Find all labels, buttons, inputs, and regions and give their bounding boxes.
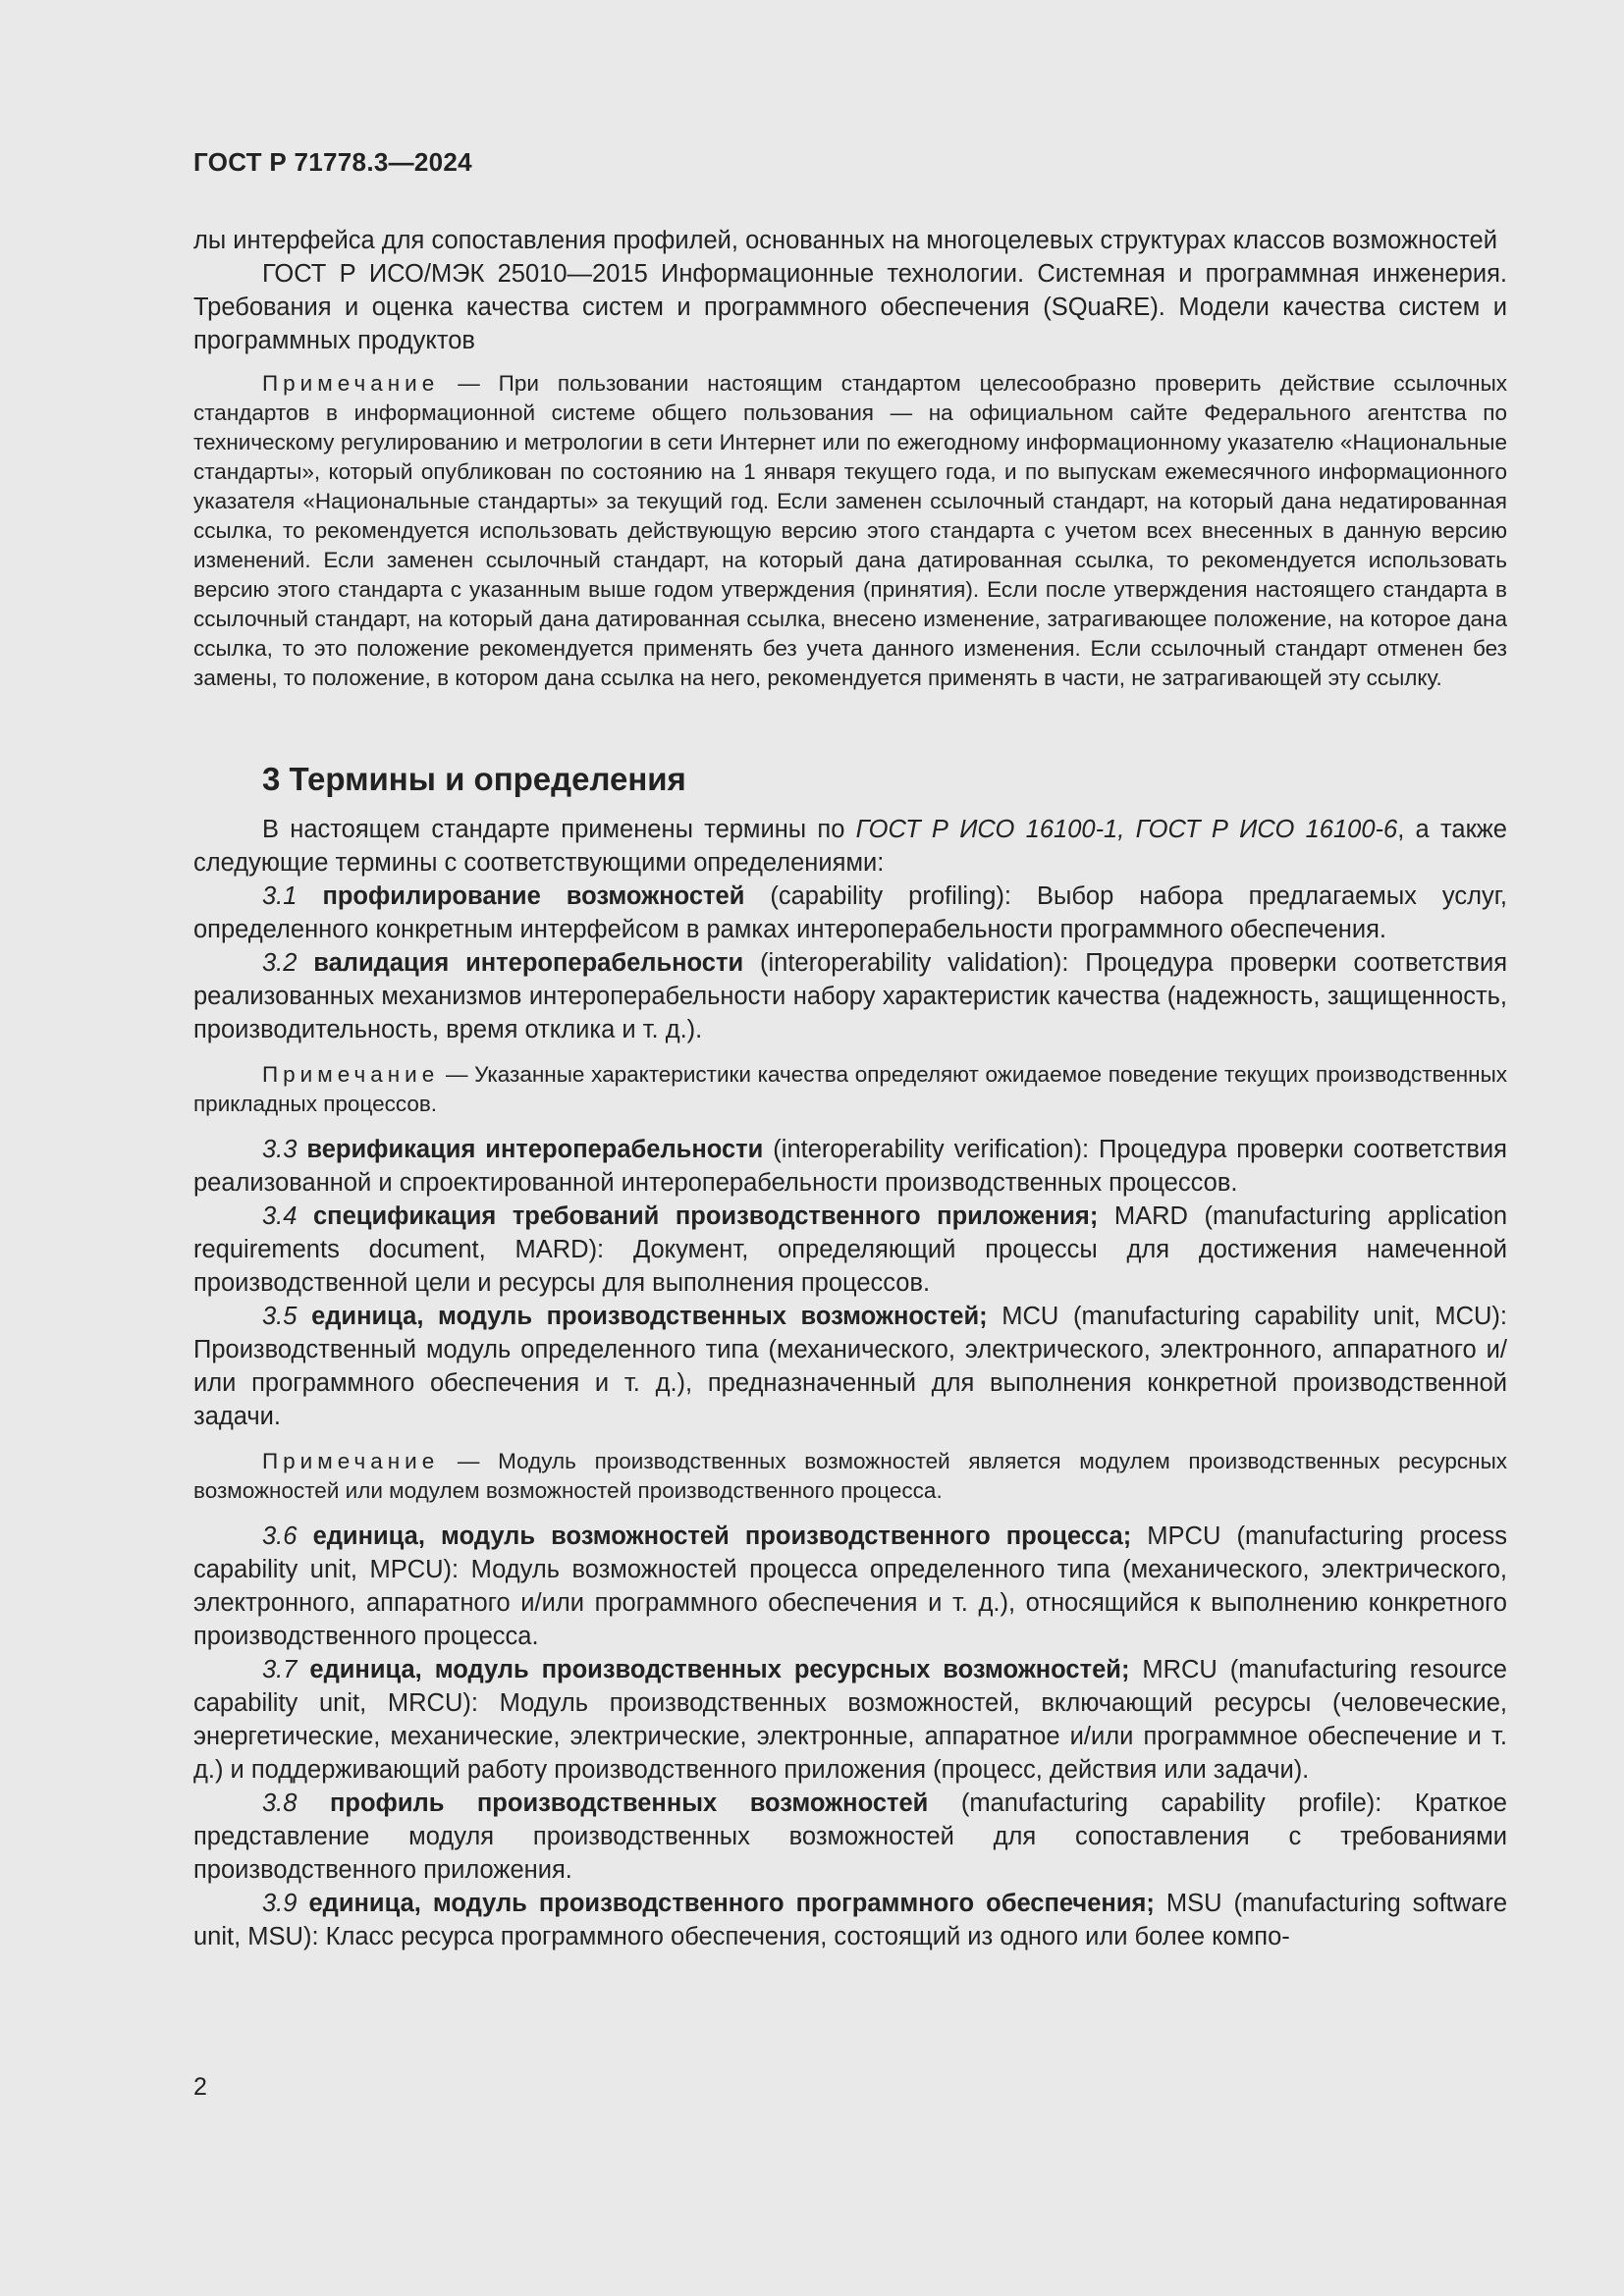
term-definition: (manufacturing capability profile): Краткое представление модуля производственных возможностей для сопоставления с требованиями производственного приложения. [193, 1789, 1507, 1884]
term-name: единица, модуль производственного программного обеспечения; [308, 1890, 1155, 1917]
section-title: 3 Термины и определения [262, 761, 686, 797]
term-definition: (interoperability validation): Процедура проверки соответствия реализованных механизмов интероперабельности набору характеристик качества (надежность, защищенность, производительность, время отклика и т. д.). [193, 949, 1508, 1043]
note-label: Примечание [262, 1062, 440, 1087]
term-name: профилирование возможностей [322, 882, 745, 910]
term-number: 3.5 [262, 1303, 298, 1330]
page-number: 2 [193, 2073, 207, 2101]
term-definition: MCU (manufacturing capability unit, MCU): Производственный модуль определенного типа (механического, электрического, электронного, аппаратного и/или программного обеспечения и т. д.), предназначенный для выполнения конкретной производственной задачи. [193, 1303, 1508, 1430]
note-mcu [193, 1447, 1507, 1506]
term-name: профиль производственных возможностей [329, 1789, 929, 1817]
term-definition: (interoperability verification): Процедура проверки соответствия реализованной и спроектированной интероперабельности производственных процессов. [193, 1136, 1507, 1197]
term-number: 3.4 [262, 1202, 298, 1230]
note-quality [193, 1060, 1507, 1119]
term-name: валидация интероперабельности [313, 949, 744, 977]
term-definition: MPCU (manufacturing process capability unit, MPCU): Модуль возможностей процесса определенного типа (механического, электрического, электронного, аппаратного и/или программного обеспечения и т. д.), относящийся к выполнению конкретного производственного процесса. [193, 1522, 1507, 1650]
reference-continuation: лы интерфейса для сопоставления профилей, основанных на многоцелевых структурах классов возможностей [193, 227, 1497, 254]
term-entry [193, 1300, 1507, 1433]
term-entry [193, 1200, 1507, 1300]
term-number: 3.6 [262, 1522, 298, 1550]
term-entry [193, 1887, 1507, 1953]
term-entry [193, 946, 1507, 1046]
term-name: единица, модуль возможностей производственного процесса; [312, 1522, 1132, 1550]
document-header: ГОСТ Р 71778.3—2024 [193, 147, 472, 177]
reference-iso25010: ГОСТ Р ИСО/МЭК 25010—2015 Информационные технологии. Системная и программная инженерия. Требования и оценка качества систем и программного обеспечения (SQuaRE). Модели качества систем и программных продуктов [193, 260, 1507, 354]
term-entry [193, 1653, 1507, 1787]
term-name: единица, модуль производственных возможностей; [311, 1303, 988, 1330]
term-definition: MRCU (manufacturing resource capability unit, MRCU): Модуль производственных возможностей, включающий ресурсы (человеческие, энергетические, механические, электрические, электронные, аппаратное и/или программное обеспечение и т. д.) и поддерживающий работу производственного приложения (процесс, действия или задачи). [193, 1656, 1507, 1784]
term-entry [193, 1520, 1507, 1653]
term-entry [193, 880, 1507, 946]
section-intro: В настоящем стандарте применены термины по ГОСТ Р ИСО 16100-1, ГОСТ Р ИСО 16100-6, а также следующие термины с соответствующими определениями: [193, 816, 1507, 877]
page-content [193, 224, 1507, 1953]
term-number: 3.3 [262, 1136, 298, 1163]
note-label: Примечание [262, 1449, 440, 1473]
note-text: — При пользовании настоящим стандартом целесообразно проверить действие ссылочных стандартов в информационной системе общего пользования — на официальном сайте Федерального агентства по техническому регулированию и метрологии в сети Интернет или по ежегодному информационному указателю «Национальные стандарты», который опубликован по состоянию на 1 января текущего года, и по выпускам ежемесячного информационного указателя «Национальные стандарты» за текущий год. Если заменен ссылочный стандарт, на который дана недатированная ссылка, то рекомендуется использовать действующую версию этого стандарта с учетом всех внесенных в данную версию изменений. Если заменен ссылочный стандарт, на который дана датированная ссылка, то рекомендуется использовать версию этого стандарта с указанным выше годом утверждения (принятия). Если после утверждения настоящего стандарта в ссылочный стандарт, на который дана датированная ссылка, внесено изменение, затрагивающее положение, на которое дана ссылка, то это положение рекомендуется применять без учета данного изменения. Если ссылочный стандарт отменен без замены, то положение, в котором дана ссылка на него, рекомендуется применять в части, не затрагивающей эту ссылку. [193, 371, 1507, 690]
term-entry [193, 1133, 1507, 1200]
note-references [193, 369, 1507, 693]
term-number: 3.1 [262, 882, 298, 910]
term-name: спецификация требований производственного приложения; [313, 1202, 1099, 1230]
intro-references: ГОСТ Р ИСО 16100-1, ГОСТ Р ИСО 16100-6 [855, 816, 1398, 843]
note-text: — Указанные характеристики качества определяют ожидаемое поведение текущих производственных прикладных процессов. [193, 1062, 1507, 1116]
term-number: 3.9 [262, 1890, 298, 1917]
term-name: верификация интероперабельности [306, 1136, 764, 1163]
term-definition: (capability profiling): Выбор набора предлагаемых услуг, определенного конкретным интерфейсом в рамках интероперабельности программного обеспечения. [193, 882, 1508, 943]
note-text: — Модуль производственных возможностей является модулем производственных ресурсных возможностей или модулем возможностей производственного процесса. [193, 1449, 1507, 1503]
note-label: Примечание [262, 371, 440, 396]
term-number: 3.8 [262, 1789, 298, 1817]
term-number: 3.2 [262, 949, 298, 977]
term-name: единица, модуль производственных ресурсных возможностей; [309, 1656, 1130, 1683]
term-definition: MARD (manufacturing application requirements document, MARD): Документ, определяющий процессы для достижения намеченной производственной цели и ресурсы для выполнения процессов. [193, 1202, 1508, 1297]
term-number: 3.7 [262, 1656, 298, 1683]
term-entry [193, 1787, 1507, 1887]
term-definition: MSU (manufacturing software unit, MSU): Класс ресурса программного обеспечения, состоящий из одного или более компо- [193, 1890, 1508, 1950]
